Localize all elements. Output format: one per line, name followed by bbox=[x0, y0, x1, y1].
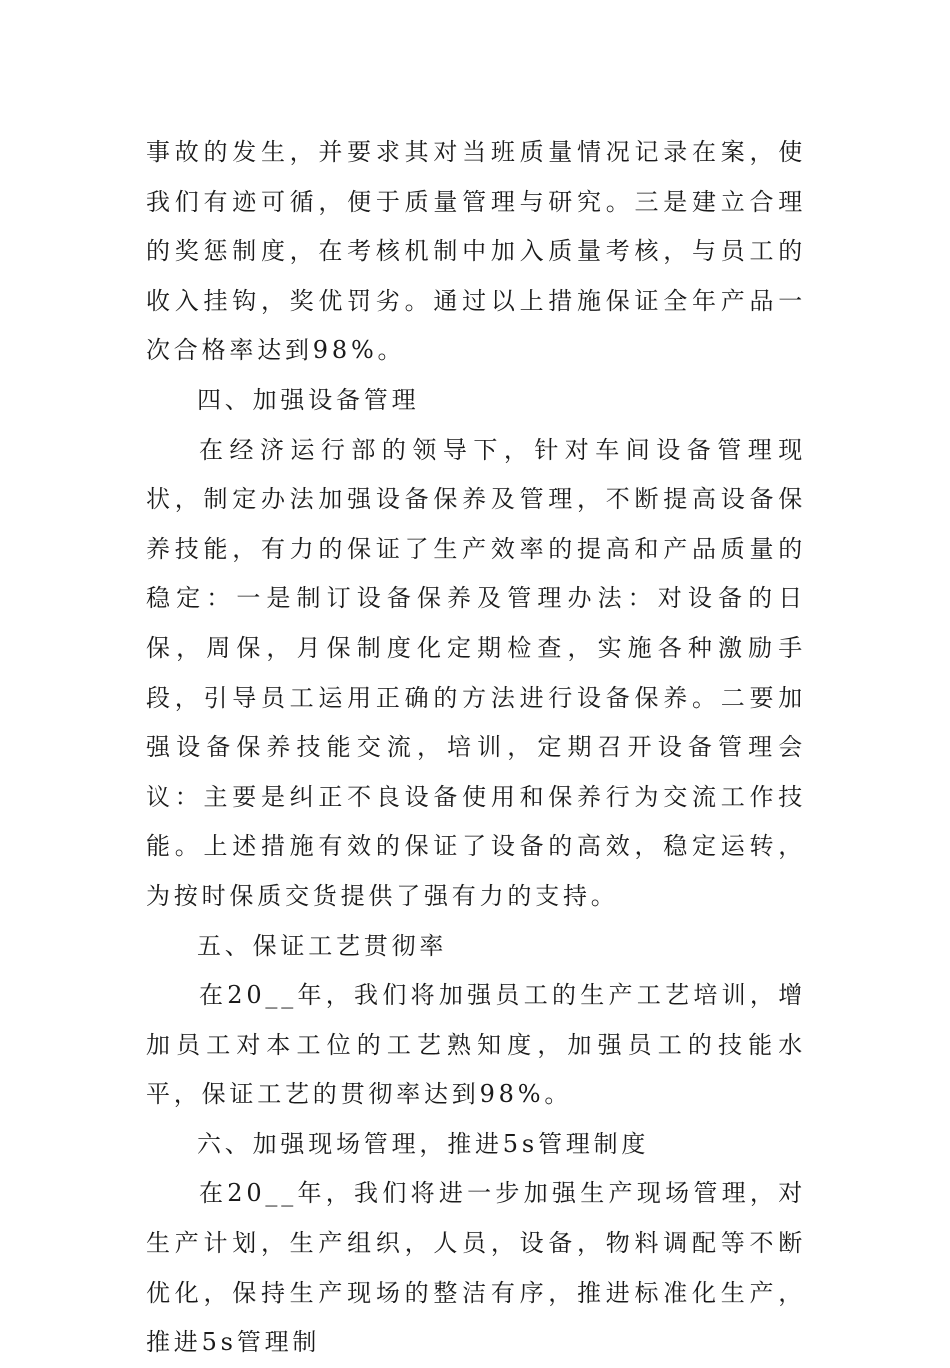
paragraph-equipment-management: 在经济运行部的领导下，针对车间设备管理现状，制定办法加强设备保养及管理，不断提高设备保养技能，有力的保证了生产效率的提高和产品质量的稳定：一是制订设备保养及管理办法：对设备的日保，周保，月保制度化定期检查，实施各种激励手段，引导员工运用正确的方法进行设备保养。二要加强设备保养技能交流，培训，定期召开设备管理会议：主要是纠正不良设备使用和保养行为交流工作技能。上述措施有效的保证了设备的高效，稳定运转，为按时保质交货提供了强有力的支持。 bbox=[146, 435, 806, 910]
paragraph-quality-continued: 事故的发生，并要求其对当班质量情况记录在案，使我们有迹可循，便于质量管理与研究。三是建立合理的奖惩制度，在考核机制中加入质量考核，与员工的收入挂钩，奖优罚劣。通过以上措施保证全年产品一次合格率达到98%。 bbox=[146, 138, 806, 365]
heading-equipment-management: 四、加强设备管理 bbox=[197, 385, 420, 414]
document-page bbox=[146, 128, 806, 1368]
heading-site-management: 六、加强现场管理，推进5s管理制度 bbox=[197, 1129, 650, 1158]
heading-process-compliance: 五、保证工艺贯彻率 bbox=[197, 931, 448, 960]
paragraph-process-compliance: 在20__年，我们将加强员工的生产工艺培训，增加员工对本工位的工艺熟知度，加强员工的技能水平，保证工艺的贯彻率达到98%。 bbox=[146, 981, 806, 1109]
paragraph-site-management: 在20__年，我们将进一步加强生产现场管理，对生产计划，生产组织，人员，设备，物料调配等不断优化，保持生产现场的整洁有序，推进标准化生产，推进5s管理制 bbox=[146, 1179, 806, 1357]
